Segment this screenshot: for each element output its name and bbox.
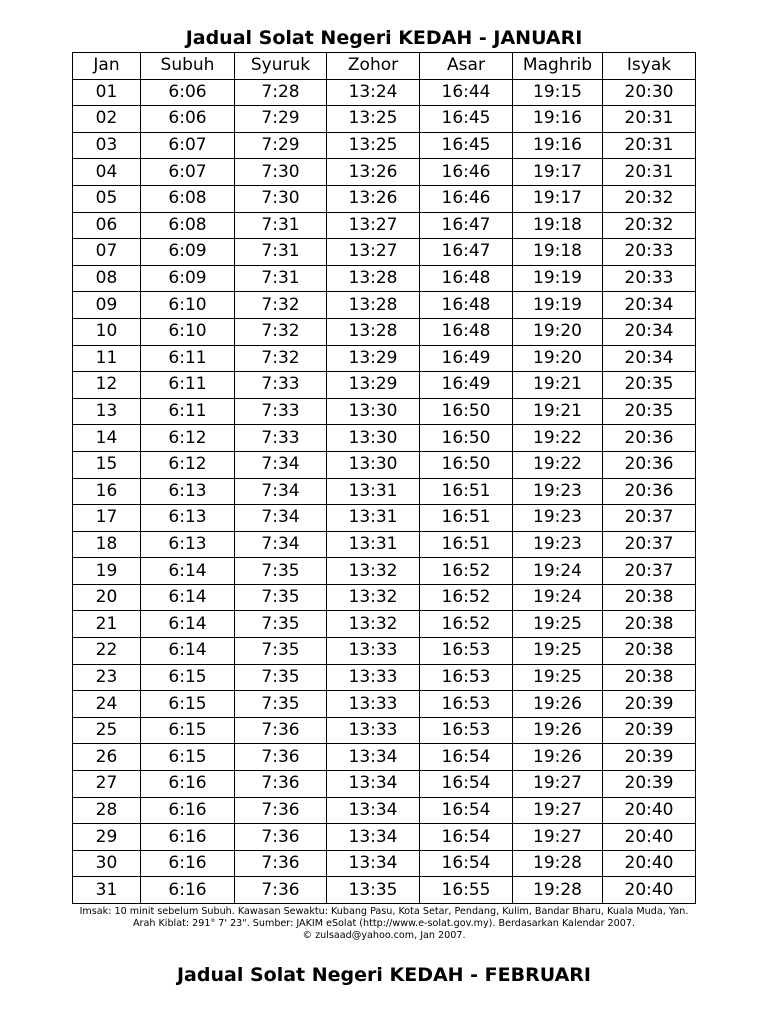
- table-cell: 20:40: [603, 797, 696, 824]
- table-cell: 20:38: [603, 638, 696, 665]
- table-cell: 20: [73, 584, 141, 611]
- table-cell: 6:11: [141, 372, 235, 399]
- table-cell: 16:49: [420, 372, 513, 399]
- prayer-schedule-table: [72, 52, 696, 904]
- table-cell: 7:35: [235, 664, 327, 691]
- table-cell: 20:32: [603, 185, 696, 212]
- table-cell: 13:24: [327, 79, 420, 106]
- table-cell: 6:11: [141, 345, 235, 372]
- table-cell: 20:35: [603, 372, 696, 399]
- table-cell: 16:45: [420, 106, 513, 133]
- table-cell: 13:34: [327, 771, 420, 798]
- table-cell: 20:39: [603, 744, 696, 771]
- table-cell: 6:15: [141, 664, 235, 691]
- table-cell: 7:35: [235, 584, 327, 611]
- table-cell: 15: [73, 451, 141, 478]
- table-cell: 19:23: [513, 531, 603, 558]
- table-cell: 7:36: [235, 824, 327, 851]
- table-cell: 7:31: [235, 212, 327, 239]
- table-cell: 7:30: [235, 159, 327, 186]
- table-cell: 6:14: [141, 558, 235, 585]
- table-row: [73, 372, 696, 399]
- table-cell: 20:38: [603, 584, 696, 611]
- table-cell: 16:51: [420, 478, 513, 505]
- table-cell: 7:30: [235, 185, 327, 212]
- table-cell: 19:19: [513, 265, 603, 292]
- table-cell: 20:38: [603, 611, 696, 638]
- table-cell: 20:36: [603, 451, 696, 478]
- table-row: [73, 824, 696, 851]
- table-cell: 6:09: [141, 239, 235, 266]
- table-cell: 6:07: [141, 159, 235, 186]
- table-row: [73, 425, 696, 452]
- table-cell: 20:39: [603, 717, 696, 744]
- table-cell: 20:40: [603, 877, 696, 904]
- table-cell: 7:36: [235, 850, 327, 877]
- table-cell: 6:15: [141, 717, 235, 744]
- table-cell: 20:33: [603, 239, 696, 266]
- table-row: [73, 79, 696, 106]
- table-row: [73, 744, 696, 771]
- table-cell: 16:46: [420, 185, 513, 212]
- table-cell: 01: [73, 79, 141, 106]
- table-cell: 20:38: [603, 664, 696, 691]
- table-cell: 7:35: [235, 638, 327, 665]
- table-cell: 19:15: [513, 79, 603, 106]
- table-cell: 6:16: [141, 877, 235, 904]
- table-cell: 05: [73, 185, 141, 212]
- table-row: [73, 558, 696, 585]
- table-cell: 20:34: [603, 345, 696, 372]
- table-cell: 11: [73, 345, 141, 372]
- table-cell: 20:34: [603, 292, 696, 319]
- table-cell: 19:23: [513, 505, 603, 532]
- table-cell: 16:50: [420, 425, 513, 452]
- table-cell: 16:54: [420, 850, 513, 877]
- table-cell: 13:28: [327, 292, 420, 319]
- table-cell: 7:36: [235, 744, 327, 771]
- table-cell: 13:33: [327, 664, 420, 691]
- table-row: [73, 106, 696, 133]
- table-row: [73, 478, 696, 505]
- page-title-february: Jadual Solat Negeri KEDAH - FEBRUARI: [176, 964, 592, 986]
- table-cell: 13:25: [327, 132, 420, 159]
- table-cell: 7:36: [235, 771, 327, 798]
- table-cell: 20:39: [603, 691, 696, 718]
- table-cell: 19:16: [513, 132, 603, 159]
- table-cell: 7:35: [235, 691, 327, 718]
- table-cell: 13:32: [327, 584, 420, 611]
- table-cell: 30: [73, 850, 141, 877]
- table-cell: 6:10: [141, 292, 235, 319]
- table-cell: 13:31: [327, 478, 420, 505]
- table-cell: 19:18: [513, 212, 603, 239]
- table-cell: 6:13: [141, 478, 235, 505]
- table-cell: 6:14: [141, 584, 235, 611]
- table-cell: 17: [73, 505, 141, 532]
- table-cell: 16:45: [420, 132, 513, 159]
- table-cell: 20:31: [603, 159, 696, 186]
- table-cell: 16:49: [420, 345, 513, 372]
- table-cell: 13:30: [327, 451, 420, 478]
- table-cell: 14: [73, 425, 141, 452]
- table-row: [73, 398, 696, 425]
- table-cell: 02: [73, 106, 141, 133]
- table-cell: 7:32: [235, 345, 327, 372]
- table-cell: 13:35: [327, 877, 420, 904]
- footer-line-imsak: Imsak: 10 minit sebelum Subuh. Kawasan Sewaktu: Kubang Pasu, Kota Setar, Pendang, Kulim, Bandar Bharu, Kuala Muda, Yan.: [79, 906, 689, 917]
- table-cell: 19:22: [513, 451, 603, 478]
- table-cell: 29: [73, 824, 141, 851]
- page-title-january: Jadual Solat Negeri KEDAH - JANUARI: [185, 27, 583, 49]
- table-cell: 16:48: [420, 318, 513, 345]
- table-row: [73, 717, 696, 744]
- table-cell: 7:34: [235, 478, 327, 505]
- table-cell: 19:21: [513, 372, 603, 399]
- table-cell: 6:10: [141, 318, 235, 345]
- table-cell: 04: [73, 159, 141, 186]
- table-cell: 13:32: [327, 611, 420, 638]
- table-cell: 20:34: [603, 318, 696, 345]
- table-cell: 20:37: [603, 505, 696, 532]
- table-cell: 19:25: [513, 611, 603, 638]
- table-cell: 19:23: [513, 478, 603, 505]
- table-cell: 6:12: [141, 425, 235, 452]
- table-cell: 7:36: [235, 877, 327, 904]
- table-cell: 13:33: [327, 638, 420, 665]
- table-cell: 16:54: [420, 797, 513, 824]
- column-header: Zohor: [327, 53, 420, 80]
- table-cell: 7:36: [235, 717, 327, 744]
- table-cell: 19:26: [513, 717, 603, 744]
- table-row: [73, 265, 696, 292]
- table-cell: 16:53: [420, 638, 513, 665]
- table-cell: 16:52: [420, 611, 513, 638]
- table-cell: 22: [73, 638, 141, 665]
- table-row: [73, 292, 696, 319]
- table-cell: 6:15: [141, 691, 235, 718]
- table-row: [73, 345, 696, 372]
- table-cell: 13:34: [327, 797, 420, 824]
- table-cell: 16:48: [420, 265, 513, 292]
- table-cell: 20:40: [603, 824, 696, 851]
- table-cell: 6:09: [141, 265, 235, 292]
- table-cell: 19:19: [513, 292, 603, 319]
- table-cell: 13:25: [327, 106, 420, 133]
- table-cell: 7:32: [235, 318, 327, 345]
- table-row: [73, 611, 696, 638]
- table-cell: 09: [73, 292, 141, 319]
- table-cell: 16:54: [420, 744, 513, 771]
- table-cell: 7:33: [235, 398, 327, 425]
- table-cell: 6:06: [141, 79, 235, 106]
- table-cell: 20:31: [603, 132, 696, 159]
- table-cell: 27: [73, 771, 141, 798]
- table-cell: 19:22: [513, 425, 603, 452]
- table-cell: 20:33: [603, 265, 696, 292]
- table-cell: 19:26: [513, 691, 603, 718]
- column-header: Asar: [420, 53, 513, 80]
- table-cell: 21: [73, 611, 141, 638]
- column-header: Isyak: [603, 53, 696, 80]
- table-cell: 19:20: [513, 318, 603, 345]
- footer-notes: [60, 906, 708, 942]
- table-row: [73, 691, 696, 718]
- table-cell: 18: [73, 531, 141, 558]
- table-cell: 13:29: [327, 345, 420, 372]
- table-header-row: [73, 53, 696, 80]
- table-cell: 7:34: [235, 451, 327, 478]
- column-header: Maghrib: [513, 53, 603, 80]
- table-cell: 6:08: [141, 185, 235, 212]
- table-cell: 13:30: [327, 425, 420, 452]
- table-cell: 7:29: [235, 132, 327, 159]
- table-cell: 16:51: [420, 531, 513, 558]
- table-cell: 06: [73, 212, 141, 239]
- table-cell: 7:32: [235, 292, 327, 319]
- table-cell: 7:33: [235, 425, 327, 452]
- table-row: [73, 797, 696, 824]
- table-cell: 6:16: [141, 824, 235, 851]
- table-row: [73, 318, 696, 345]
- table-row: [73, 850, 696, 877]
- table-row: [73, 584, 696, 611]
- table-row: [73, 212, 696, 239]
- table-cell: 25: [73, 717, 141, 744]
- table-body: [73, 79, 696, 903]
- table-cell: 6:12: [141, 451, 235, 478]
- table-cell: 16:55: [420, 877, 513, 904]
- table-cell: 12: [73, 372, 141, 399]
- table-cell: 20:31: [603, 106, 696, 133]
- table-cell: 16:47: [420, 239, 513, 266]
- table-cell: 16: [73, 478, 141, 505]
- table-cell: 19:28: [513, 877, 603, 904]
- table-row: [73, 132, 696, 159]
- table-cell: 6:16: [141, 850, 235, 877]
- table-cell: 6:13: [141, 505, 235, 532]
- table-cell: 19:20: [513, 345, 603, 372]
- table-cell: 13:33: [327, 717, 420, 744]
- table-cell: 19:17: [513, 159, 603, 186]
- table-row: [73, 531, 696, 558]
- table-row: [73, 451, 696, 478]
- table-row: [73, 664, 696, 691]
- table-cell: 24: [73, 691, 141, 718]
- table-cell: 16:50: [420, 398, 513, 425]
- table-cell: 6:14: [141, 611, 235, 638]
- table-cell: 7:34: [235, 505, 327, 532]
- table-row: [73, 239, 696, 266]
- table-cell: 13:28: [327, 265, 420, 292]
- table-cell: 16:48: [420, 292, 513, 319]
- table-cell: 19:26: [513, 744, 603, 771]
- table-cell: 16:47: [420, 212, 513, 239]
- table-cell: 16:54: [420, 824, 513, 851]
- table-cell: 13:26: [327, 159, 420, 186]
- table-cell: 13:30: [327, 398, 420, 425]
- table-cell: 16:53: [420, 664, 513, 691]
- table-cell: 20:35: [603, 398, 696, 425]
- table-cell: 20:39: [603, 771, 696, 798]
- table-row: [73, 505, 696, 532]
- table-row: [73, 638, 696, 665]
- table-cell: 6:16: [141, 771, 235, 798]
- column-header: Jan: [73, 53, 141, 80]
- table-row: [73, 185, 696, 212]
- table-cell: 13:27: [327, 239, 420, 266]
- footer-line-copyright: © zulsaad@yahoo.com, Jan 2007.: [302, 930, 466, 941]
- table-cell: 19:21: [513, 398, 603, 425]
- table-cell: 19:17: [513, 185, 603, 212]
- table-cell: 20:36: [603, 478, 696, 505]
- table-cell: 13:34: [327, 850, 420, 877]
- table-row: [73, 159, 696, 186]
- table-cell: 19:25: [513, 664, 603, 691]
- table-row: [73, 771, 696, 798]
- table-cell: 20:36: [603, 425, 696, 452]
- table-cell: 03: [73, 132, 141, 159]
- table-cell: 19:27: [513, 824, 603, 851]
- table-cell: 10: [73, 318, 141, 345]
- table-cell: 6:07: [141, 132, 235, 159]
- table-row: [73, 877, 696, 904]
- table-cell: 23: [73, 664, 141, 691]
- table-cell: 19:24: [513, 558, 603, 585]
- table-cell: 20:37: [603, 531, 696, 558]
- table-cell: 19:27: [513, 797, 603, 824]
- table-cell: 08: [73, 265, 141, 292]
- table-cell: 13:27: [327, 212, 420, 239]
- table-cell: 16:52: [420, 558, 513, 585]
- table-cell: 13:26: [327, 185, 420, 212]
- table-cell: 13: [73, 398, 141, 425]
- table-cell: 19:25: [513, 638, 603, 665]
- table-cell: 19: [73, 558, 141, 585]
- table-cell: 7:33: [235, 372, 327, 399]
- table-cell: 13:34: [327, 744, 420, 771]
- table-cell: 6:14: [141, 638, 235, 665]
- table-cell: 16:53: [420, 717, 513, 744]
- table-cell: 16:51: [420, 505, 513, 532]
- table-cell: 20:32: [603, 212, 696, 239]
- table-cell: 19:28: [513, 850, 603, 877]
- table-cell: 26: [73, 744, 141, 771]
- table-cell: 19:18: [513, 239, 603, 266]
- table-cell: 16:46: [420, 159, 513, 186]
- table-cell: 7:31: [235, 265, 327, 292]
- table-cell: 6:13: [141, 531, 235, 558]
- table-cell: 20:40: [603, 850, 696, 877]
- table-cell: 7:34: [235, 531, 327, 558]
- table-cell: 28: [73, 797, 141, 824]
- table-cell: 13:34: [327, 824, 420, 851]
- table-cell: 16:53: [420, 691, 513, 718]
- table-cell: 7:31: [235, 239, 327, 266]
- table-cell: 16:54: [420, 771, 513, 798]
- table-cell: 19:16: [513, 106, 603, 133]
- table-cell: 7:35: [235, 611, 327, 638]
- table-cell: 13:33: [327, 691, 420, 718]
- table-cell: 16:44: [420, 79, 513, 106]
- table-cell: 6:08: [141, 212, 235, 239]
- table-cell: 13:28: [327, 318, 420, 345]
- table-cell: 7:29: [235, 106, 327, 133]
- table-cell: 7:28: [235, 79, 327, 106]
- table-cell: 13:31: [327, 531, 420, 558]
- table-cell: 6:06: [141, 106, 235, 133]
- table-cell: 7:36: [235, 797, 327, 824]
- table-cell: 20:37: [603, 558, 696, 585]
- table-cell: 19:24: [513, 584, 603, 611]
- table-cell: 6:15: [141, 744, 235, 771]
- table-cell: 13:29: [327, 372, 420, 399]
- table-cell: 6:11: [141, 398, 235, 425]
- column-header: Subuh: [141, 53, 235, 80]
- table-cell: 07: [73, 239, 141, 266]
- table-cell: 7:35: [235, 558, 327, 585]
- table-cell: 31: [73, 877, 141, 904]
- column-header: Syuruk: [235, 53, 327, 80]
- table-cell: 13:31: [327, 505, 420, 532]
- table-cell: 13:32: [327, 558, 420, 585]
- table-cell: 20:30: [603, 79, 696, 106]
- footer-line-source: Arah Kiblat: 291° 7' 23". Sumber: JAKIM eSolat (http://www.e-solat.gov.my). Berdasarkan Kalendar 2007.: [132, 918, 636, 929]
- table-cell: 16:52: [420, 584, 513, 611]
- table-cell: 16:50: [420, 451, 513, 478]
- table-cell: 6:16: [141, 797, 235, 824]
- table-cell: 19:27: [513, 771, 603, 798]
